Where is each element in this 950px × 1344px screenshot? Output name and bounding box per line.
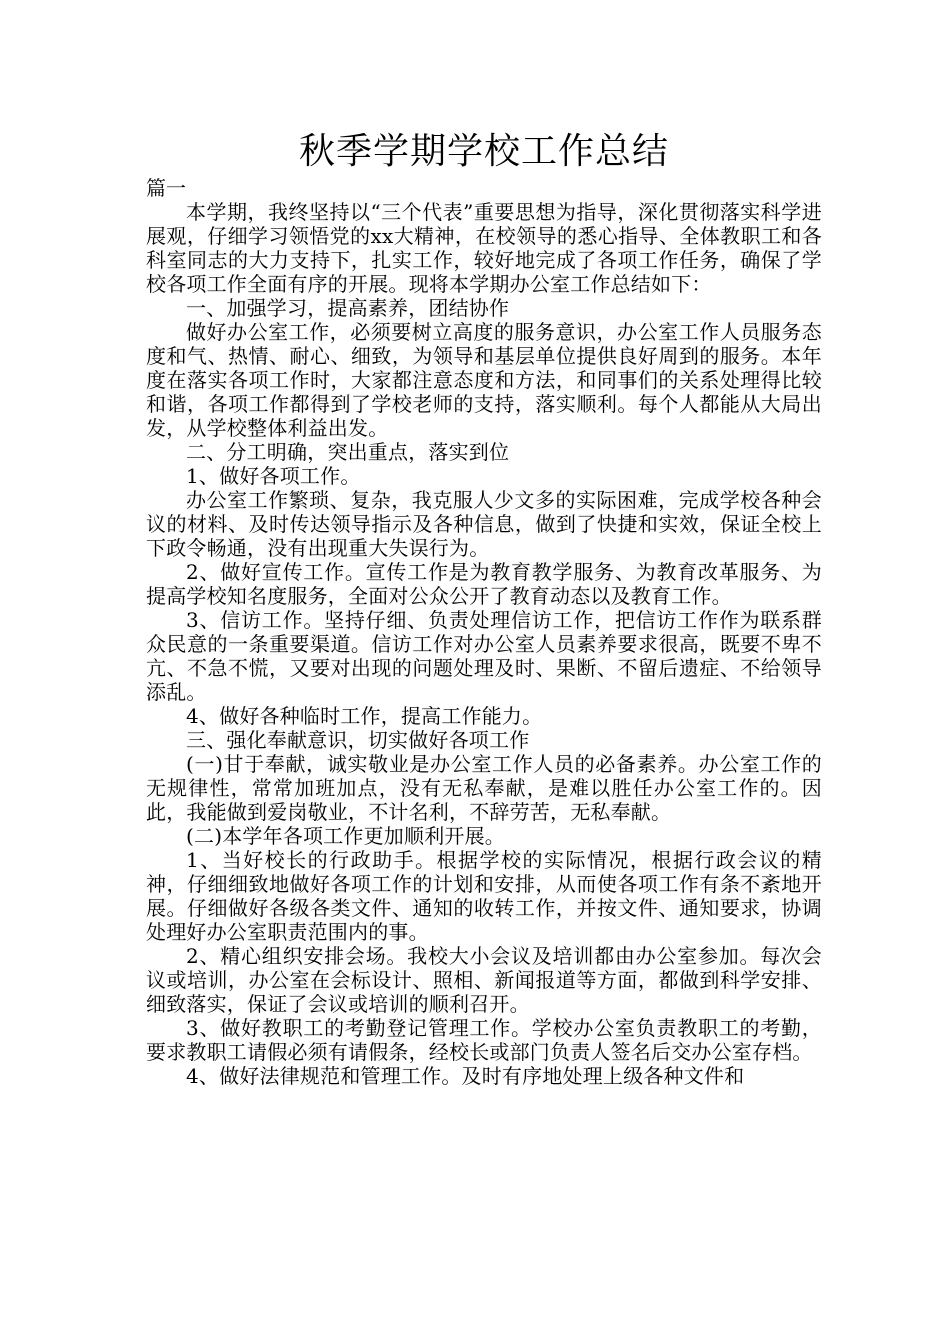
heading-3: 三、强化奉献意识，切实做好各项工作 [186, 728, 530, 752]
document-title: 秋季学期学校工作总结 [298, 131, 669, 172]
document-page [146, 128, 822, 1088]
section-label: 篇一 [146, 176, 186, 200]
paragraph-2-1: 办公室工作繁琐、复杂，我克服人少文多的实际困难，完成学校各种会议的材料、及时传达领导指示及各种信息，做到了快捷和实效，保证全校上下政令畅通，没有出现重大失误行为。 [146, 488, 822, 560]
heading-2: 二、分工明确，突出重点，落实到位 [186, 440, 510, 464]
paragraph-3-2: (二)本学年各项工作更加顺利开展。 [186, 824, 506, 848]
item-2-4: 4、做好各种临时工作，提高工作能力。 [186, 704, 543, 728]
heading-1: 一、加强学习，提高素养，团结协作 [186, 296, 510, 320]
item-3-3: 3、做好教职工的考勤登记管理工作。学校办公室负责教职工的考勤，要求教职工请假必须有请假条，经校长或部门负责人签名后交办公室存档。 [146, 1016, 822, 1064]
item-3-4: 4、做好法律规范和管理工作。及时有序地处理上级各种文件和 [186, 1064, 745, 1088]
item-3-1: 1、当好校长的行政助手。根据学校的实际情况，根据行政会议的精神，仔细细致地做好各项工作的计划和安排，从而使各项工作有条不紊地开展。仔细做好各级各类文件、通知的收转工作，并按文件、通知要求，协调处理好办公室职责范围内的事。 [146, 848, 822, 944]
paragraph-intro: 本学期，我终坚持以“三个代表”重要思想为指导，深化贯彻落实科学进展观，仔细学习领悟党的xx大精神，在校领导的悉心指导、全体教职工和各科室同志的大力支持下，扎实工作，较好地完成了各项工作任务，确保了学校各项工作全面有序的开展。现将本学期办公室工作总结如下： [146, 200, 822, 296]
item-3-2: 2、精心组织安排会场。我校大小会议及培训都由办公室参加。每次会议或培训，办公室在会标设计、照相、新闻报道等方面，都做到科学安排、细致落实，保证了会议或培训的顺利召开。 [146, 944, 822, 1016]
item-2-2: 2、做好宣传工作。宣传工作是为教育教学服务、为教育改革服务、为提高学校知名度服务，全面对公众公开了教育动态以及教育工作。 [146, 560, 822, 608]
item-2-1: 1、做好各项工作。 [186, 464, 361, 488]
paragraph-1: 做好办公室工作，必须要树立高度的服务意识，办公室工作人员服务态度和气、热情、耐心、细致，为领导和基层单位提供良好周到的服务。本年度在落实各项工作时，大家都注意态度和方法，和同事们的关系处理得比较和谐，各项工作都得到了学校老师的支持，落实顺利。每个人都能从大局出发，从学校整体利益出发。 [146, 320, 822, 440]
paragraph-3-1: (一)甘于奉献，诚实敬业是办公室工作人员的必备素养。办公室工作的无规律性，常常加班加点，没有无私奉献，是难以胜任办公室工作的。因此，我能做到爱岗敬业，不计名利，不辞劳苦，无私奉献。 [146, 752, 822, 824]
item-2-3: 3、信访工作。坚持仔细、负责处理信访工作，把信访工作作为联系群众民意的一条重要渠道。信访工作对办公室人员素养要求很高，既要不卑不亢、不急不慌，又要对出现的问题处理及时、果断、不留后遗症、不给领导添乱。 [146, 608, 822, 704]
